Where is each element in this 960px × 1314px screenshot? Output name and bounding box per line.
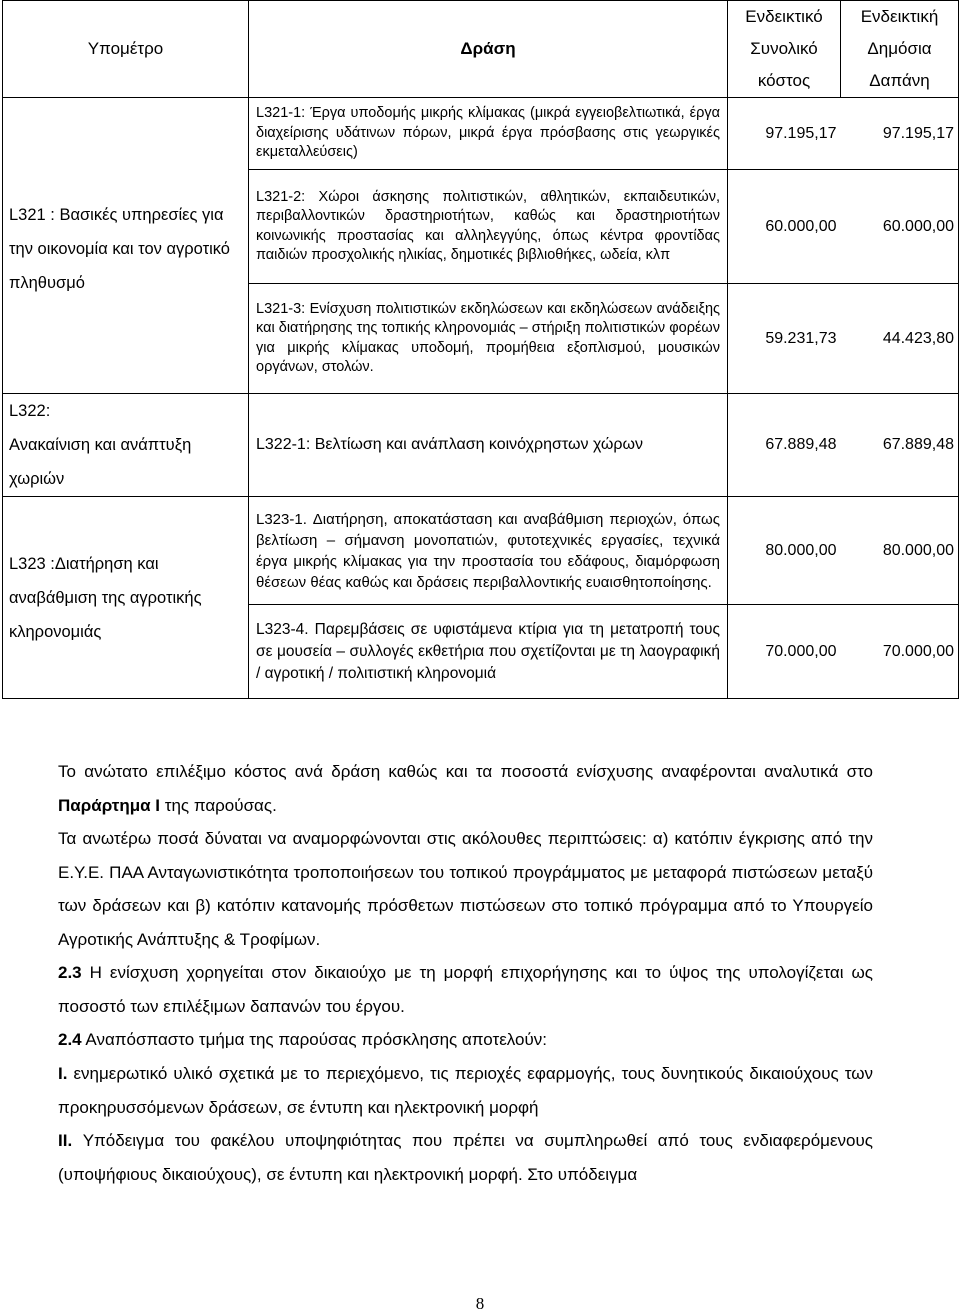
header-total-cost-line: κόστος bbox=[757, 71, 811, 90]
annex-reference: Παράρτημα Ι bbox=[58, 795, 161, 815]
header-total-cost bbox=[728, 1, 841, 98]
item-number: I. bbox=[58, 1064, 68, 1083]
public-spend-cell: 97.195,17 bbox=[841, 98, 959, 170]
action-cell: L323-4. Παρεμβάσεις σε υφιστάμενα κτίρια για τη μετατροπή τους σε μουσεία – συλλογές εκθετήρια που σχετίζονται με τη λαογραφική / αγροτική / πολιτιστική κληρονομιά bbox=[249, 605, 728, 699]
header-action: Δράση bbox=[249, 1, 728, 98]
paragraph-text: Υπόδειγμα του φακέλου υποψηφιότητας που πρέπει να συμπληρωθεί από τους ενδιαφερόμενους (υποψήφιους δικαιούχους), σε έντυπη και ηλεκτρονική μορφή. Στο υπόδειγμα bbox=[58, 1131, 873, 1184]
header-public-spend-line: Ενδεικτική bbox=[860, 7, 939, 26]
header-public-spend-line: Δημόσια bbox=[867, 39, 932, 58]
public-spend-cell: 70.000,00 bbox=[841, 605, 959, 699]
table-row bbox=[3, 394, 959, 497]
submeasure-l323: L323 :Διατήρηση και αναβάθμιση της αγροτικής κληρονομιάς bbox=[3, 497, 249, 699]
paragraph-reallocation: Τα ανωτέρω ποσά δύναται να αναμορφώνονται στις ακόλουθες περιπτώσεις: α) κατόπιν έγκρισης από την Ε.Υ.Ε. ΠΑΑ Ανταγωνιστικότητα τροποποιήσεων του τοπικού προγράμματος με μεταφορά πιστώσεων μεταξύ των δράσεων και β) κατόπιν κατανομής πρόσθετων πιστώσεων στο τοπικό πρόγραμμα από το Υπουργείο Αγροτικής Ανάπτυξης & Τροφίμων. bbox=[58, 829, 873, 949]
action-cell: L321-2: Χώροι άσκησης πολιτιστικών, αθλητικών, εκπαιδευτικών, περιβαλλοντικών δραστηριοτήτων, καθώς και δραστηριοτήτων κοινωνικής προστασίας και αλληλεγγύης, όπως κέντρα φροντίδας παιδιών προσχολικής ηλικίας, δημοτικές βιβλιοθήκες, ωδεία, κλπ bbox=[249, 170, 728, 284]
table-header-row bbox=[3, 1, 959, 98]
header-public-spend bbox=[841, 1, 959, 98]
total-cost-cell: 60.000,00 bbox=[728, 170, 841, 284]
submeasure-l322-line: χωριών bbox=[9, 470, 65, 488]
paragraph-item-ii bbox=[58, 1124, 873, 1191]
section-number: 2.3 bbox=[58, 963, 82, 982]
total-cost-cell: 67.889,48 bbox=[728, 394, 841, 497]
header-total-cost-line: Συνολικό bbox=[750, 39, 818, 58]
action-cell: L322-1: Βελτίωση και ανάπλαση κοινόχρηστων χώρων bbox=[249, 394, 728, 497]
total-cost-cell: 97.195,17 bbox=[728, 98, 841, 170]
paragraph-item-i bbox=[58, 1057, 873, 1124]
header-public-spend-line: Δαπάνη bbox=[869, 71, 930, 90]
total-cost-cell: 59.231,73 bbox=[728, 284, 841, 394]
public-spend-cell: 67.889,48 bbox=[841, 394, 959, 497]
action-cell: L321-3: Ενίσχυση πολιτιστικών εκδηλώσεων και εκδηλώσεων ανάδειξης και διατήρησης της τοπικής κληρονομιάς – στήριξη πολιτιστικών φορέων για μικρής κλίμακας υποδομή, προμήθεια εξοπλισμού, μουσικών οργάνων, στολών. bbox=[249, 284, 728, 394]
paragraph-text: Η ενίσχυση χορηγείται στον δικαιούχο με τη μορφή επιχορήγησης και το ύψος της υπολογίζεται ως ποσοστό των επιλέξιμων δαπανών του έργου. bbox=[58, 963, 873, 1016]
table-row bbox=[3, 98, 959, 170]
paragraph-text: της παρούσας. bbox=[160, 795, 277, 815]
paragraph-text: ενημερωτικό υλικό σχετικά με το περιεχόμενο, τις περιοχές εφαρμογής, τους δυνητικούς δικαιούχους των προκηρυσσόμενων δράσεων, σε έντυπη και ηλεκτρονική μορφή bbox=[58, 1064, 873, 1117]
item-number: II. bbox=[58, 1131, 73, 1150]
public-spend-cell: 80.000,00 bbox=[841, 497, 959, 605]
submeasure-l322-line: L322: bbox=[9, 402, 51, 420]
public-spend-cell: 44.423,80 bbox=[841, 284, 959, 394]
public-spend-cell: 60.000,00 bbox=[841, 170, 959, 284]
action-cell: L321-1: Έργα υποδομής μικρής κλίμακας (μικρά εγγειοβελτιωτικά, έργα διαχείρισης υδάτινων πόρων, μικρά έργα πρόσβασης στις γεωργικές εκμεταλλεύσεις) bbox=[249, 98, 728, 170]
header-total-cost-line: Ενδεικτικό bbox=[745, 7, 823, 26]
submeasure-l322-line: Ανακαίνιση και ανάπτυξη bbox=[9, 436, 192, 454]
table-row bbox=[3, 170, 959, 284]
submeasure-l321-top bbox=[3, 98, 249, 170]
budget-table bbox=[2, 0, 959, 699]
paragraph-text: Το ανώτατο επιλέξιμο κόστος ανά δράση καθώς και τα ποσοστά ενίσχυσης αναφέρονται αναλυτικά στο bbox=[58, 762, 873, 781]
paragraph-2-3 bbox=[58, 956, 873, 1023]
action-cell: L323-1. Διατήρηση, αποκατάσταση και αναβάθμιση περιοχών, όπως βελτίωση – σήμανση μονοπατιών, φυτοτεχνικές εργασίες, τεχνικά έργα μικρής κλίμακας για την προστασία του εδάφους, διαμόρφωση θέσεων θέας καθώς και δράσεις περιβαλλοντικής ευαισθητοποίησης. bbox=[249, 497, 728, 605]
total-cost-cell: 70.000,00 bbox=[728, 605, 841, 699]
header-submeasure: Υπομέτρο bbox=[3, 1, 249, 98]
page-number: 8 bbox=[475, 1294, 485, 1313]
section-number: 2.4 bbox=[58, 1030, 82, 1049]
paragraph-2-4 bbox=[58, 1023, 873, 1057]
paragraph-max-cost bbox=[58, 755, 873, 822]
paragraph-text: Αναπόσπαστο τμήμα της παρούσας πρόσκλησης αποτελούν: bbox=[81, 1030, 547, 1049]
table-row bbox=[3, 497, 959, 605]
submeasure-l321: L321 : Βασικές υπηρεσίες για την οικονομία και τον αγροτικό πληθυσμό bbox=[3, 170, 249, 394]
total-cost-cell: 80.000,00 bbox=[728, 497, 841, 605]
submeasure-l322 bbox=[3, 394, 249, 497]
